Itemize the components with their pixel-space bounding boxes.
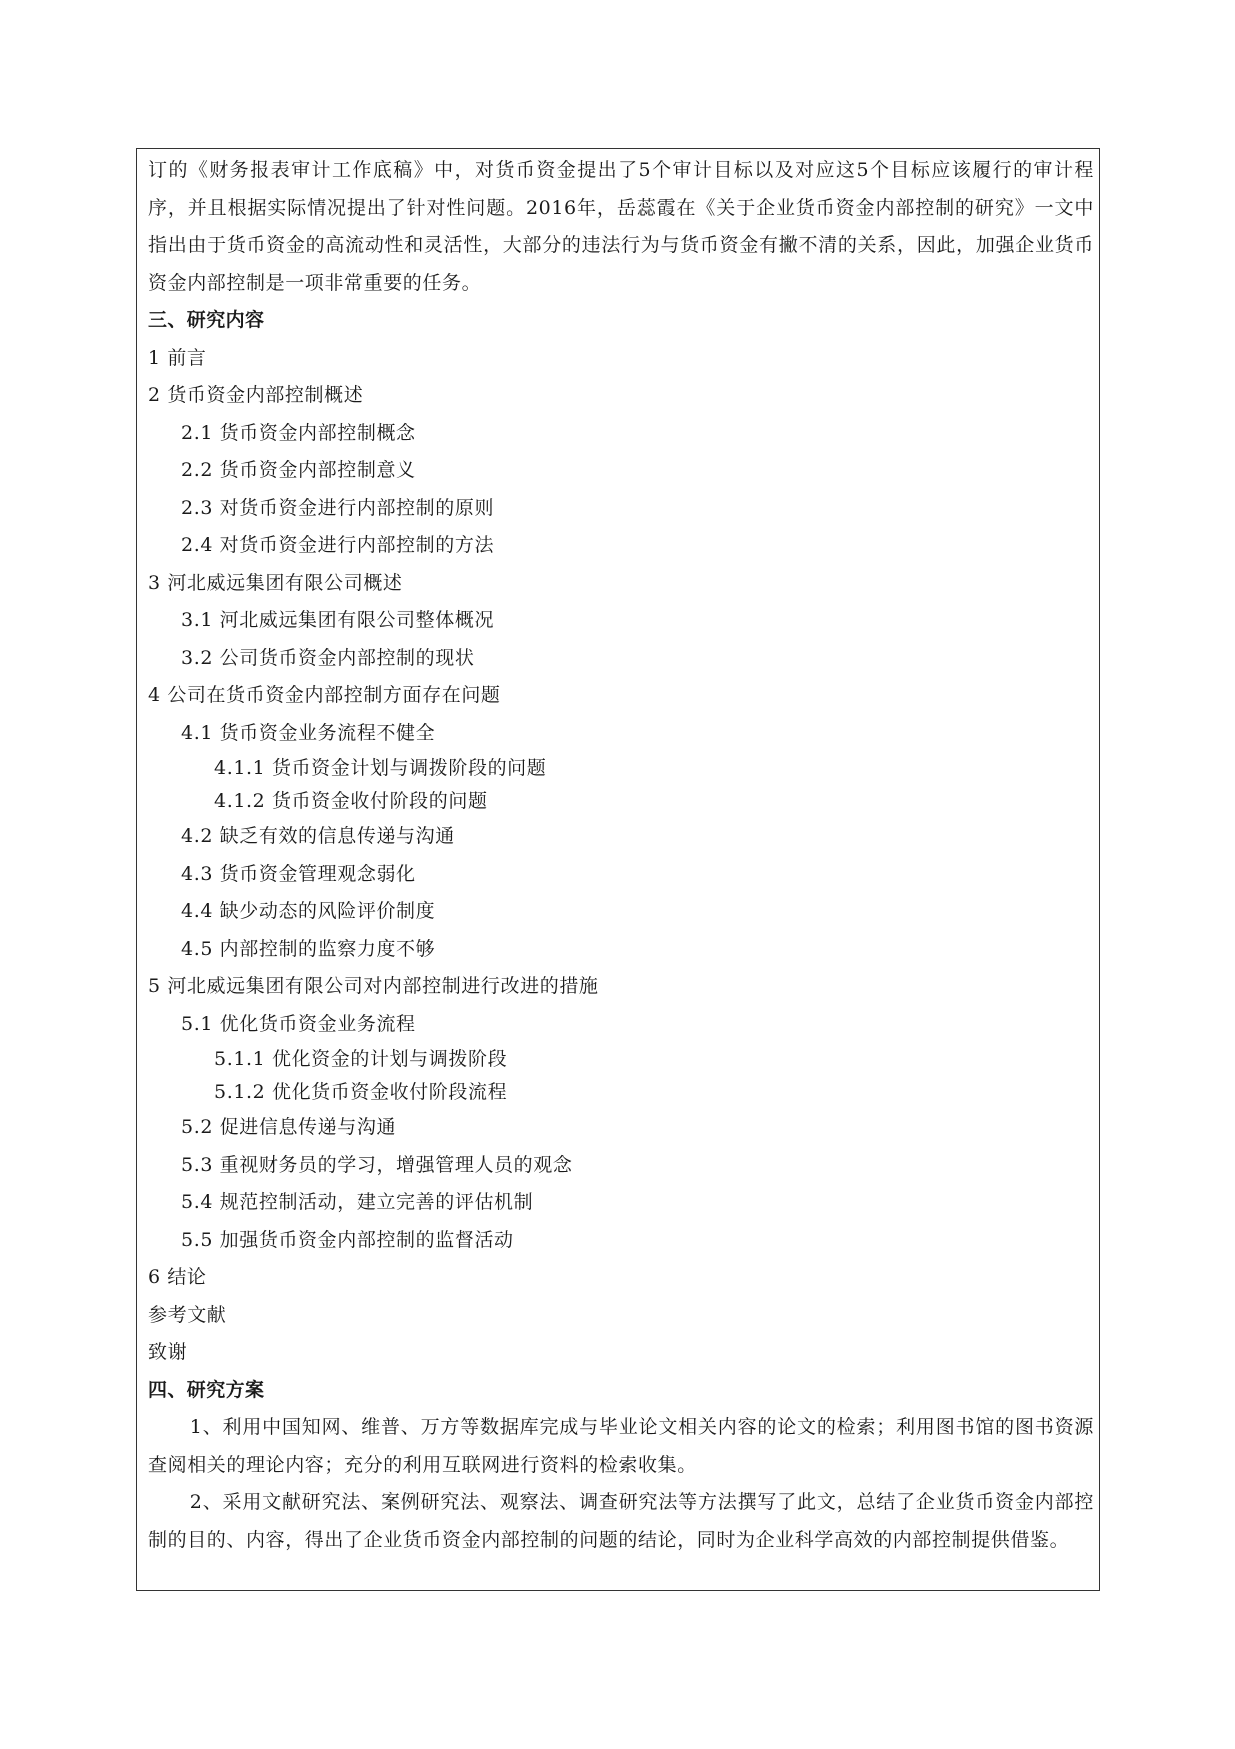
outline-item-level-2: 3.1 河北威远集团有限公司整体概况	[181, 609, 495, 631]
outline-item-level-3: 5.1.2 优化货币资金收付阶段流程	[214, 1081, 508, 1103]
outline-item-level-2: 5.1 优化货币资金业务流程	[181, 1012, 416, 1035]
outline-item-level-2: 4.2 缺乏有效的信息传递与沟通	[181, 825, 455, 847]
research-content-outline	[148, 340, 1094, 1372]
outline-item-level-2: 4.1 货币资金业务流程不健全	[181, 721, 436, 744]
outline-item-level-1: 2 货币资金内部控制概述	[148, 384, 364, 406]
outline-item-level-2: 2.1 货币资金内部控制概念	[181, 421, 416, 444]
outline-item-level-2: 5.3 重视财务员的学习，增强管理人员的观念	[181, 1153, 573, 1176]
outline-item-level-1: 5 河北威远集团有限公司对内部控制进行改进的措施	[148, 975, 599, 997]
outline-item-level-1: 3 河北威远集团有限公司概述	[148, 571, 403, 594]
outline-item-level-2: 5.2 促进信息传递与沟通	[181, 1116, 397, 1138]
research-plan-paragraph: 1、利用中国知网、维普、万方等数据库完成与毕业论文相关内容的论文的检索；利用图书馆的图书资源查阅相关的理论内容；充分的利用互联网进行资料的检索收集。	[148, 1416, 1094, 1476]
outline-item-level-1: 致谢	[148, 1341, 188, 1363]
outline-item-level-3: 4.1.2 货币资金收付阶段的问题	[214, 790, 488, 812]
outline-item-level-2: 2.3 对货币资金进行内部控制的原则	[181, 496, 495, 519]
outline-item-level-1: 1 前言	[148, 346, 207, 369]
outline-item-level-2: 4.3 货币资金管理观念弱化	[181, 862, 416, 885]
section-heading-research-plan: 四、研究方案	[148, 1378, 265, 1401]
document-body	[148, 152, 1094, 1559]
outline-item-level-2: 2.2 货币资金内部控制意义	[181, 459, 416, 481]
outline-item-level-2: 5.5 加强货币资金内部控制的监督活动	[181, 1228, 514, 1251]
outline-item-level-2: 4.5 内部控制的监察力度不够	[181, 937, 436, 960]
outline-item-level-2: 5.4 规范控制活动，建立完善的评估机制	[181, 1191, 534, 1213]
outline-item-level-3: 5.1.1 优化资金的计划与调拨阶段	[214, 1048, 508, 1070]
section-heading-research-content: 三、研究内容	[148, 309, 265, 331]
research-plan-paragraph: 2、采用文献研究法、案例研究法、观察法、调查研究法等方法撰写了此文，总结了企业货币资金内部控制的目的、内容，得出了企业货币资金内部控制的问题的结论，同时为企业科学高效的内部控制提供借鉴。	[148, 1491, 1094, 1551]
outline-item-level-1: 参考文献	[148, 1303, 227, 1326]
outline-item-level-2: 2.4 对货币资金进行内部控制的方法	[181, 534, 495, 556]
intro-paragraph: 订的《财务报表审计工作底稿》中，对货币资金提出了5个审计目标以及对应这5个目标应该履行的审计程序，并且根据实际情况提出了针对性问题。2016年，岳蕊霞在《关于企业货币资金内部控制的研究》一文中指出由于货币资金的高流动性和灵活性，大部分的违法行为与货币资金有撇不清的关系，因此，加强企业货币资金内部控制是一项非常重要的任务。	[148, 159, 1094, 294]
outline-item-level-2: 4.4 缺少动态的风险评价制度	[181, 900, 436, 922]
outline-item-level-1: 6 结论	[148, 1266, 207, 1288]
outline-item-level-1: 4 公司在货币资金内部控制方面存在问题	[148, 684, 501, 706]
outline-item-level-3: 4.1.1 货币资金计划与调拨阶段的问题	[214, 757, 547, 779]
outline-item-level-2: 3.2 公司货币资金内部控制的现状	[181, 646, 475, 669]
